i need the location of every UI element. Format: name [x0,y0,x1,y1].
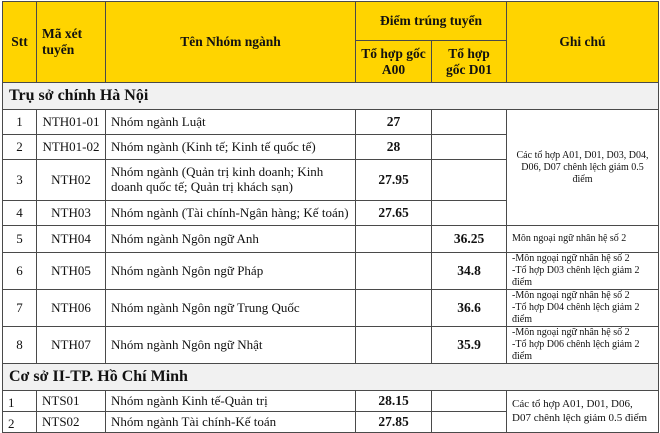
note-merged-hanoi: Các tổ hợp A01, D01, D03, D04, D06, D07 chênh lệch giảm 0.5 điểm [507,110,659,226]
row-name: Nhóm ngành (Tài chính-Ngân hàng; Kế toán) [106,201,356,226]
row-code: NTH04 [37,226,106,253]
row-a00 [356,253,432,290]
header-note: Ghi chú [507,2,659,83]
row-stt: 1 [3,110,37,135]
row-code: NTH06 [37,290,106,327]
header-a00: Tổ hợp gốc A00 [356,41,432,83]
row-d01: 35.9 [432,327,507,364]
row-code: NTH07 [37,327,106,364]
row-name: Nhóm ngành Tài chính-Kế toán [106,412,356,433]
row-d01 [432,391,507,412]
row-stt: 6 [3,253,37,290]
row-code: NTH01-02 [37,135,106,160]
row-note: -Môn ngoại ngữ nhân hệ số 2 -Tổ hợp D04 chênh lệch giảm 2 điểm [507,290,659,327]
row-name: Nhóm ngành Kinh tế-Quản trị [106,391,356,412]
row-code: NTH02 [37,160,106,201]
row-stt: 5 [3,226,37,253]
row-stt: 8 [3,327,37,364]
row-a00 [356,226,432,253]
header-code: Mã xét tuyển [37,2,106,83]
row-d01: 34.8 [432,253,507,290]
row-name: Nhóm ngành Ngôn ngữ Pháp [106,253,356,290]
row-a00: 27.95 [356,160,432,201]
table-row [3,327,659,364]
row-d01 [432,412,507,433]
table-row [3,253,659,290]
row-stt: 2 [3,135,37,160]
row-d01: 36.6 [432,290,507,327]
row-d01 [432,110,507,135]
row-note: Môn ngoại ngữ nhân hệ số 2 [507,226,659,253]
section-title-hcm: Cơ sở II-TP. Hồ Chí Minh [3,364,659,391]
row-name: Nhóm ngành Ngôn ngữ Trung Quốc [106,290,356,327]
row-a00: 28.15 [356,391,432,412]
row-code: NTH01-01 [37,110,106,135]
row-stt: 7 [3,290,37,327]
row-stt: 1 [3,391,37,412]
row-a00: 27.85 [356,412,432,433]
row-name: Nhóm ngành (Kinh tế; Kinh tế quốc tế) [106,135,356,160]
row-note: -Môn ngoại ngữ nhân hệ số 2 -Tổ hợp D06 chênh lệch giảm 2 điểm [507,327,659,364]
row-stt: 3 [3,160,37,201]
row-note: -Môn ngoại ngữ nhân hệ số 2 -Tổ hợp D03 chênh lệch giảm 2 điểm [507,253,659,290]
row-name: Nhóm ngành (Quản trị kinh doanh; Kinh doanh quốc tế; Quản trị khách sạn) [106,160,356,201]
row-code: NTH03 [37,201,106,226]
header-group: Tên Nhóm ngành [106,2,356,83]
table-row [3,391,659,412]
row-a00 [356,290,432,327]
row-a00: 28 [356,135,432,160]
note-merged-hcm: Các tổ hợp A01, D01, D06, D07 chênh lệch giảm 0.5 điểm [507,391,659,433]
admission-scores-table [2,1,659,433]
row-d01 [432,160,507,201]
table-row [3,226,659,253]
row-name: Nhóm ngành Luật [106,110,356,135]
row-stt: 4 [3,201,37,226]
table-row [3,290,659,327]
row-code: NTH05 [37,253,106,290]
row-name: Nhóm ngành Ngôn ngữ Anh [106,226,356,253]
section-title-hanoi: Trụ sở chính Hà Nội [3,83,659,110]
header-stt: Stt [3,2,37,83]
table-row [3,110,659,135]
header-d01: Tổ hợp gốc D01 [432,41,507,83]
header-score: Điểm trúng tuyển [356,2,507,41]
row-a00: 27.65 [356,201,432,226]
row-name: Nhóm ngành Ngôn ngữ Nhật [106,327,356,364]
row-code: NTS01 [37,391,106,412]
row-stt: 2 [3,412,37,433]
row-d01 [432,201,507,226]
row-d01 [432,135,507,160]
row-a00: 27 [356,110,432,135]
row-code: NTS02 [37,412,106,433]
row-a00 [356,327,432,364]
row-d01: 36.25 [432,226,507,253]
